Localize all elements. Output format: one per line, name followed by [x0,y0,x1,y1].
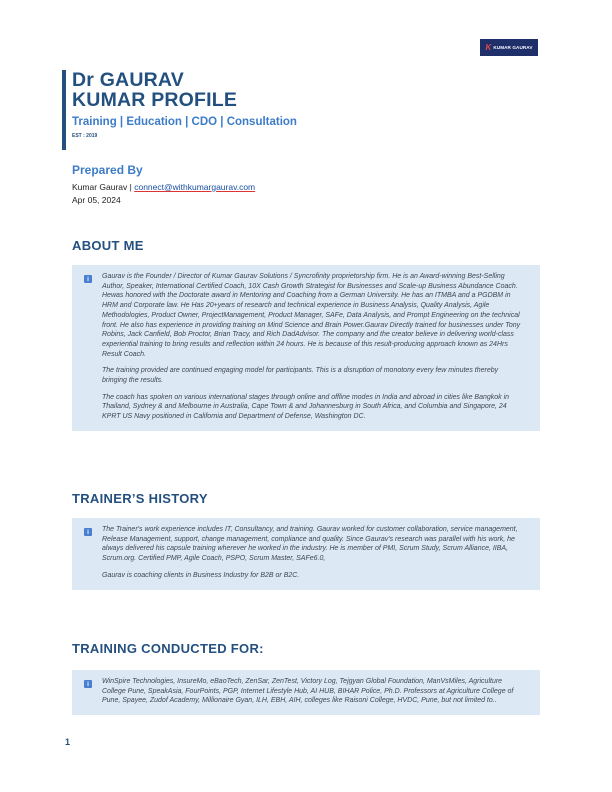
about-me-heading: ABOUT ME [72,238,144,253]
trainers-history-callout [72,518,540,590]
company-logo [480,39,538,56]
training-conducted-callout [72,670,540,715]
info-icon: i [84,528,92,536]
training-conducted-heading: TRAINING CONDUCTED FOR: [72,641,264,656]
established-year: EST : 2019 [72,133,98,139]
title-block [62,70,362,150]
history-paragraph-2: Gaurav is coaching clients in Business Industry for B2B or B2C. [102,571,300,579]
logo-text: KUMAR GAURAV [493,45,533,50]
author-name: Kumar Gaurav | [72,182,132,192]
info-icon: i [84,275,92,283]
logo-mark: K [485,43,492,52]
info-icon: i [84,680,92,688]
title-line-1: Dr GAURAV [72,69,184,91]
prepared-by-heading: Prepared By [72,163,143,177]
tagline: Training | Education | CDO | Consultation [72,116,297,128]
trainers-history-heading: TRAINER’S HISTORY [72,491,208,506]
training-clients-paragraph: WinSpire Technologies, InsureMo, eBaoTech, ZenSar, ZenTest, Victory Log, Tejgyan Global Foundation, ManVsMiles, Agriculture College Pune, SpeakAsia, FourPoints, PGP, Internet Lifestyle Hub, AI HUB, BIHAR Police, Ph.D. Professors at Agriculture College of Pune, Spayee, Zudof Academy, Millionaire Gyan, ILH, EBH, AIH, colleges like Raisoni College, HVDC, Pune, but not limited to.. [102,678,514,705]
author-email-link[interactable]: connect@withkumargaurav.com [134,182,256,192]
prepared-date: Apr 05, 2024 [72,195,121,205]
about-me-callout [72,265,540,431]
about-paragraph-3: The coach has spoken on various international stages through online and offline modes in India and abroad in cities like Bangkok in Thailand, Sydney & and Melbourne in Australia, Cape Town & and Johannesburg in South Africa, and Columbia and Singapore, 24 KPRT US Navy positioned in California and Department of Defense, Washington DC. [102,393,510,421]
history-paragraph-1: The Trainer's work experience includes IT, Consultancy, and training. Gaurav worked for customer collaboration, service management, Release Management, support, change management, compliance and quality. Since Gaurav's research was parallel with his work, he always delivered his capsule training wherever he worked in the industry. He is member of PMI, Scrum Study, Scrum Alliance, IIBA, Scrum.org. Certified PMP, Agile Coach, PSPO, Scrum Master, SAFe6.0, [102,526,518,563]
title-line-2: KUMAR PROFILE [72,89,238,111]
about-paragraph-1: Gaurav is the Founder / Director of Kumar Gaurav Solutions / Syncrofinity proprietorship firm. He is an Award-winning Best-Selling Author, Speaker, International Certified Coach, 10X Cash Growth Strategist for Businesses and Scale-up Business Abundance Coach. Hewas honored with the Doctorate award in Mentoring and Coaching from a German University. He has an ITMBA and a PGDBM in HRM and Corporate law. He Has 20+years of research and technical experience in Business Analysis, Quality Analysis, Agile Methodologies, Product Owner, ProjectManagement, Product Manager, SAFe, Data Analysis, and Prompt Engineering on the technical front. He also has experience in providing training on Mind Science and Brain Power.Gaurav Directly trained for businesses under Tony Robins, Jack Canfield, Bob Proctor, Brian Tracy, and Rich DadAdvisor. The company and the creator believe in delivering world-class experiential training to bring results and reflection within 24 hours. He is because of this result-producing approach known as 24Hrs Result Coach. [102,273,521,358]
prepared-by-line [72,182,255,192]
about-paragraph-2: The training provided are continued engaging model for participants. This is a disruption of monotony every few minutes thereby bringing the results. [102,367,499,385]
page-number: 1 [65,737,71,747]
